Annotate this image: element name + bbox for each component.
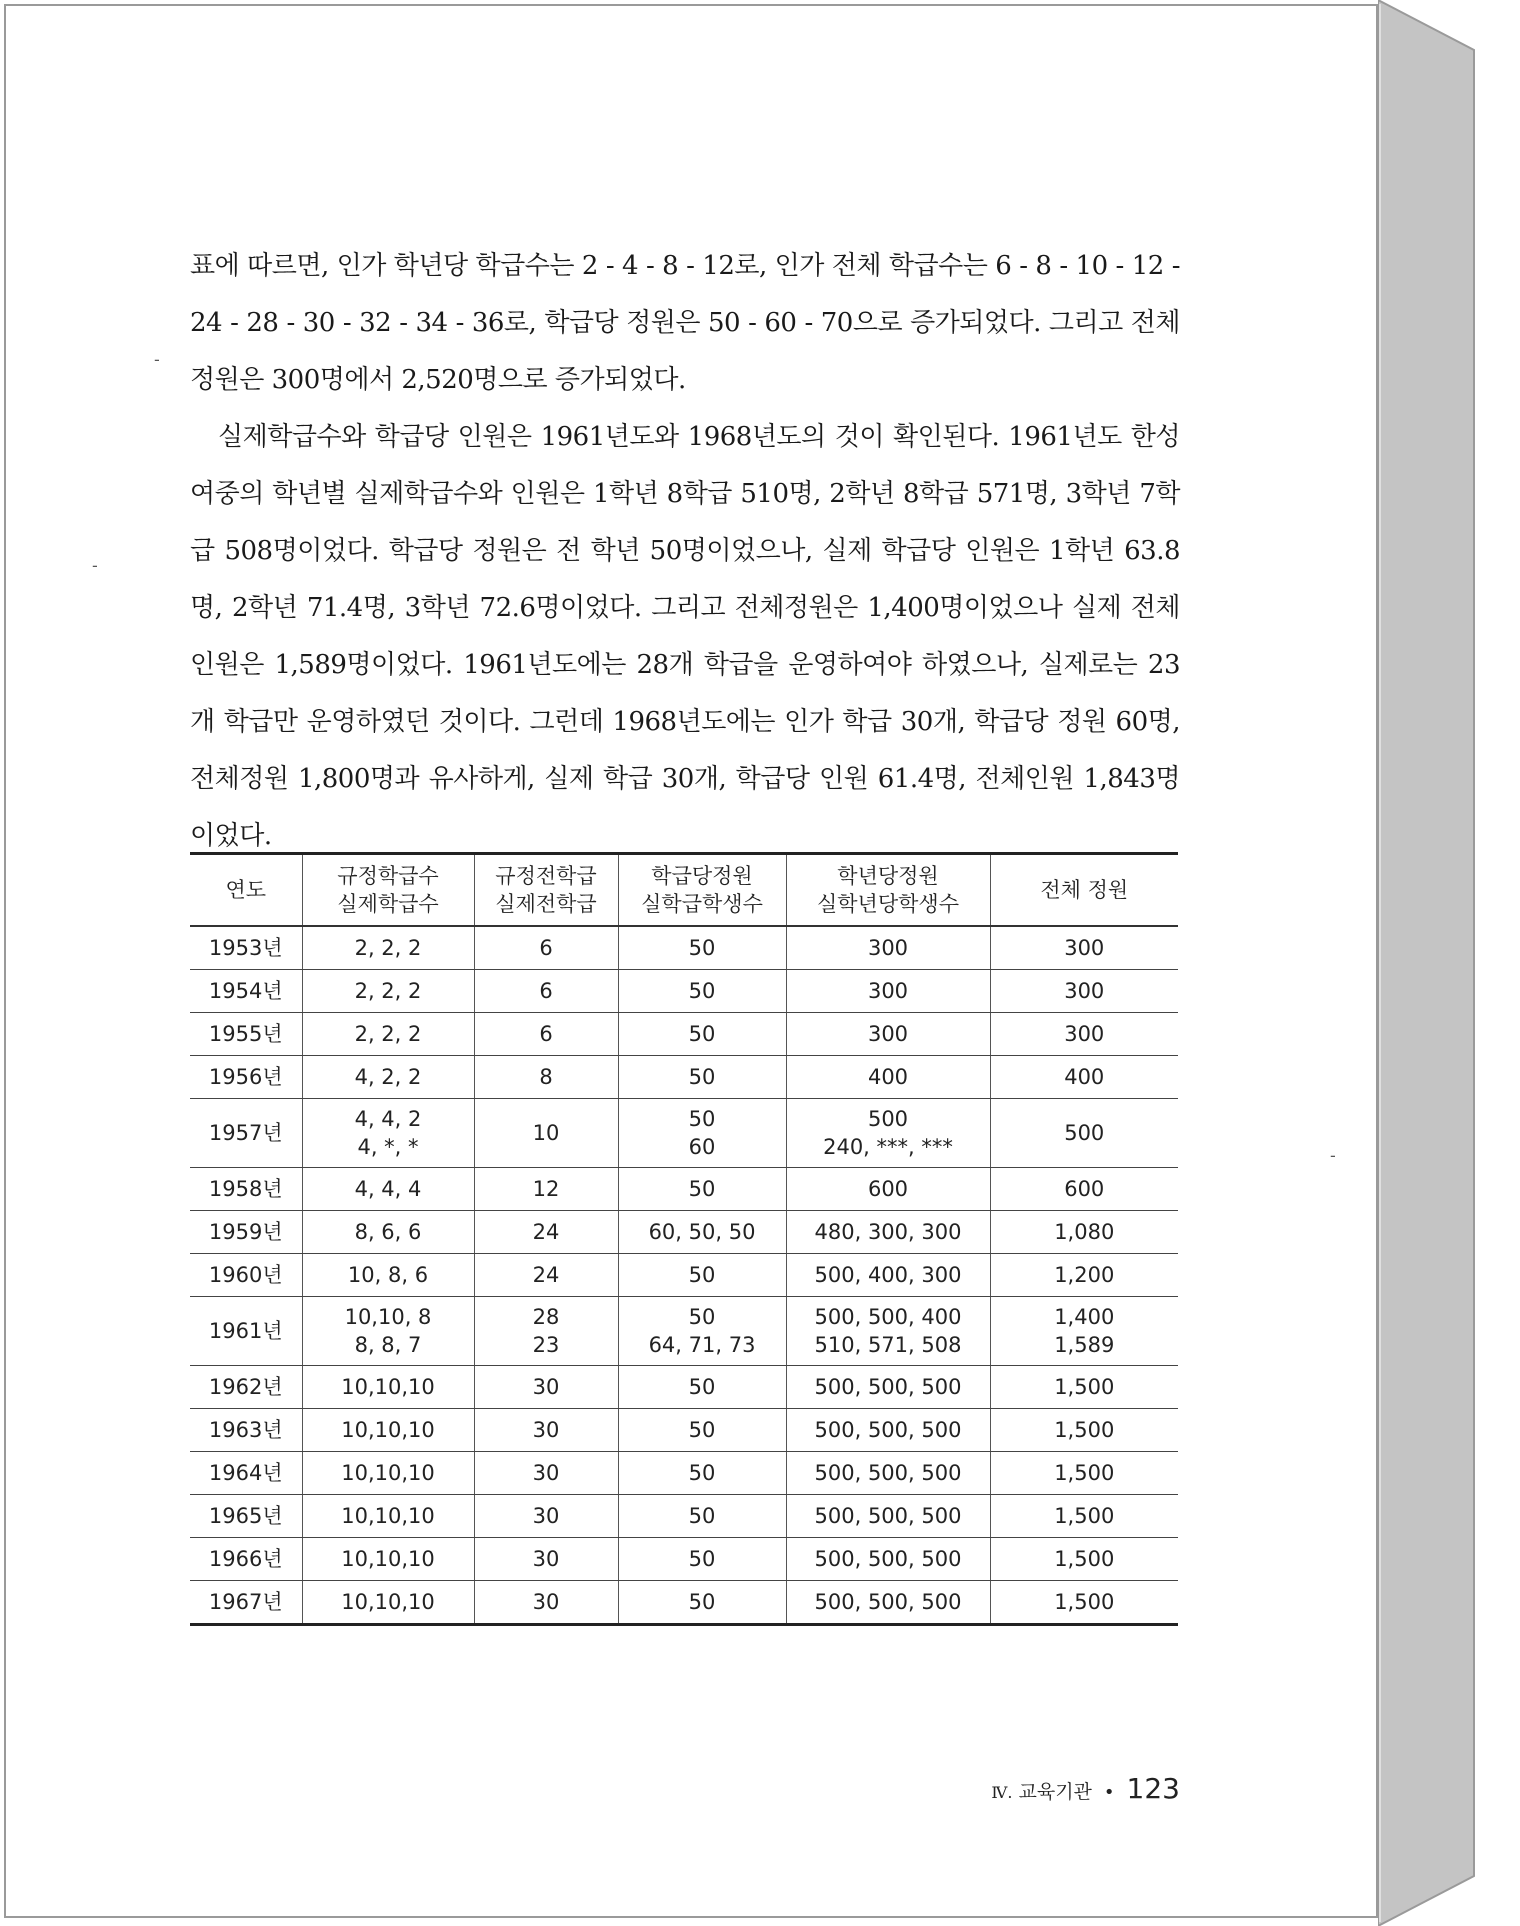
cell-line: 1,500 xyxy=(1054,1418,1115,1442)
cell-line: 500, 500, 500 xyxy=(814,1461,962,1485)
table-row xyxy=(190,1297,1178,1366)
table-cell xyxy=(786,1495,990,1538)
cell-line: 8, 6, 6 xyxy=(354,1220,422,1244)
year-cell xyxy=(190,1297,302,1366)
cell-line: 600 xyxy=(867,1177,909,1201)
cell-line: 4, 4, 2 xyxy=(354,1107,422,1131)
table-row xyxy=(190,970,1178,1013)
cell-line: 8 xyxy=(539,1065,553,1089)
cell-line: 400 xyxy=(867,1065,909,1089)
table-cell xyxy=(302,1366,474,1409)
cell-line: 12 xyxy=(532,1177,560,1201)
table-cell xyxy=(990,926,1178,970)
cell-line: 50 xyxy=(688,1022,716,1046)
cell-line: 학급당정원 xyxy=(651,864,753,888)
table-cell xyxy=(786,1538,990,1581)
cell-line: 50 xyxy=(688,1177,716,1201)
body-paragraph: 실제학급수와 학급당 인원은 1961년도와 1968년도의 것이 확인된다. 1961년도 한성여중의 학년별 실제학급수와 인원은 1학년 8학급 510명, 2학년 8학급 571명, 3학년 7학급 508명이었다. 학급당 정원은 전 학년 50명이었으나, 실제 학급당 인원은 1학년 63.8명, 2학년 71.4명, 3학년 72.6명이었다. 그리고 전체정원은 1,400명이었으나 실제 전체인원은 1,589명이었다. 1961년도에는 28개 학급을 운영하여야 하였으나, 실제로는 23개 학급만 운영하였던 것이다. 그런데 1968년도에는 인가 학급 30개, 학급당 정원 60명, 전체정원 1,800명과 유사하게, 실제 학급 30개, 학급당 인원 61.4명, 전체인원 1,843명이었다. xyxy=(190,422,1180,851)
footer-section-title: 교육기관 xyxy=(1018,1781,1092,1803)
year-cell xyxy=(190,970,302,1013)
cell-line: 10,10,10 xyxy=(341,1590,435,1614)
year-cell xyxy=(190,1056,302,1099)
table-cell xyxy=(990,1168,1178,1211)
cell-line: 1962년 xyxy=(208,1375,283,1399)
table-cell xyxy=(990,1409,1178,1452)
table-cell xyxy=(302,1013,474,1056)
cell-line: 300 xyxy=(1064,936,1105,960)
table-cell xyxy=(618,1581,786,1625)
cell-line: 500 xyxy=(867,1107,909,1131)
table-cell xyxy=(474,1099,618,1168)
cell-line: 1,500 xyxy=(1054,1547,1115,1571)
cell-line: 10,10, 8 xyxy=(344,1305,432,1329)
cell-line: 실학급학생수 xyxy=(641,892,763,916)
cell-line: 1,080 xyxy=(1054,1220,1115,1244)
table-cell xyxy=(474,1056,618,1099)
cell-line: 50 xyxy=(688,1461,716,1485)
table-cell xyxy=(618,1013,786,1056)
cell-line: 1,589 xyxy=(1054,1333,1115,1357)
table-cell xyxy=(786,1099,990,1168)
cell-line: 60 xyxy=(688,1135,716,1159)
cell-line: 64, 71, 73 xyxy=(648,1333,756,1357)
cell-line: 500, 500, 400 xyxy=(814,1305,962,1329)
cell-line: 1959년 xyxy=(208,1220,283,1244)
cell-line: 300 xyxy=(867,979,909,1003)
cell-line: 500, 400, 300 xyxy=(814,1263,962,1287)
table-cell xyxy=(302,1254,474,1297)
table-cell xyxy=(302,1495,474,1538)
margin-mark: - xyxy=(92,556,98,575)
cell-line: 1955년 xyxy=(208,1022,283,1046)
table-cell xyxy=(990,1297,1178,1366)
cell-line: 1967년 xyxy=(208,1590,283,1614)
cell-line: 실제학급수 xyxy=(337,892,439,916)
cell-line: 1966년 xyxy=(208,1547,283,1571)
cell-line: 2, 2, 2 xyxy=(354,936,422,960)
table-header-row xyxy=(190,854,1178,927)
table-cell xyxy=(474,1254,618,1297)
margin-mark: - xyxy=(1330,1146,1336,1165)
cell-line: 240, ***, *** xyxy=(823,1135,953,1159)
table-row xyxy=(190,1013,1178,1056)
cell-line: 600 xyxy=(1064,1177,1105,1201)
table-cell xyxy=(302,1452,474,1495)
table-cell xyxy=(990,1013,1178,1056)
column-header xyxy=(474,854,618,927)
table-cell xyxy=(618,926,786,970)
cell-line: 50 xyxy=(688,979,716,1003)
cell-line: 500, 500, 500 xyxy=(814,1547,962,1571)
cell-line: 10 xyxy=(532,1121,560,1145)
table-cell xyxy=(474,1538,618,1581)
table-row xyxy=(190,1254,1178,1297)
year-cell xyxy=(190,1013,302,1056)
cell-line: 50 xyxy=(688,1065,716,1089)
table-cell xyxy=(474,1211,618,1254)
table-cell xyxy=(990,1254,1178,1297)
table-row xyxy=(190,1211,1178,1254)
table-row xyxy=(190,1168,1178,1211)
cell-line: 실학년당학생수 xyxy=(816,892,959,916)
footer-section-label xyxy=(991,1777,1092,1804)
year-cell xyxy=(190,926,302,970)
cell-line: 50 xyxy=(688,936,716,960)
cell-line: 50 xyxy=(688,1263,716,1287)
table-row xyxy=(190,1495,1178,1538)
cell-line: 28 xyxy=(532,1305,560,1329)
table-cell xyxy=(302,970,474,1013)
cell-line: 50 xyxy=(688,1375,716,1399)
cell-line: 24 xyxy=(532,1220,560,1244)
table-cell xyxy=(474,1297,618,1366)
table-cell xyxy=(990,1495,1178,1538)
cell-line: 510, 571, 508 xyxy=(814,1333,962,1357)
page-footer xyxy=(991,1772,1180,1812)
table-cell xyxy=(990,1211,1178,1254)
table-cell xyxy=(618,1168,786,1211)
table-cell xyxy=(302,1099,474,1168)
cell-line: 10,10,10 xyxy=(341,1504,435,1528)
year-cell xyxy=(190,1366,302,1409)
year-cell xyxy=(190,1099,302,1168)
table-cell xyxy=(786,1254,990,1297)
cell-line: 400 xyxy=(1064,1065,1105,1089)
cell-line: 500, 500, 500 xyxy=(814,1375,962,1399)
table-cell xyxy=(474,1409,618,1452)
cell-line: 1,200 xyxy=(1054,1263,1115,1287)
cell-line: 1964년 xyxy=(208,1461,283,1485)
cell-line: 300 xyxy=(867,936,909,960)
table-row xyxy=(190,1538,1178,1581)
table-cell xyxy=(474,1452,618,1495)
table-row xyxy=(190,926,1178,970)
cell-line: 규정학급수 xyxy=(337,864,439,888)
table-cell xyxy=(618,1056,786,1099)
table-cell xyxy=(990,1099,1178,1168)
table-cell xyxy=(302,1056,474,1099)
cell-line: 1965년 xyxy=(208,1504,283,1528)
cell-line: 6 xyxy=(539,979,553,1003)
cell-line: 1,500 xyxy=(1054,1590,1115,1614)
table-cell xyxy=(302,1409,474,1452)
body-text xyxy=(190,238,1180,865)
cell-line: 10,10,10 xyxy=(341,1375,435,1399)
cell-line: 1960년 xyxy=(208,1263,283,1287)
table-cell xyxy=(618,1254,786,1297)
cell-line: 1,400 xyxy=(1054,1305,1115,1329)
table-cell xyxy=(302,1211,474,1254)
cell-line: 10,10,10 xyxy=(341,1547,435,1571)
table-cell xyxy=(618,970,786,1013)
table-cell xyxy=(786,1297,990,1366)
table-cell xyxy=(302,926,474,970)
cell-line: 1957년 xyxy=(208,1121,283,1145)
cell-line: 10,10,10 xyxy=(341,1461,435,1485)
cell-line: 50 xyxy=(688,1504,716,1528)
cell-line: 4, *, * xyxy=(357,1135,419,1159)
cell-line: 1,500 xyxy=(1054,1461,1115,1485)
column-header xyxy=(190,854,302,927)
year-cell xyxy=(190,1168,302,1211)
cell-line: 6 xyxy=(539,1022,553,1046)
cell-line: 300 xyxy=(867,1022,909,1046)
table-row xyxy=(190,1056,1178,1099)
footer-section-number: Ⅳ. xyxy=(991,1783,1013,1802)
table-row xyxy=(190,1099,1178,1168)
column-header xyxy=(302,854,474,927)
column-header xyxy=(618,854,786,927)
footer-bullet: • xyxy=(1103,1782,1115,1803)
table-cell xyxy=(786,1452,990,1495)
table-cell xyxy=(990,1056,1178,1099)
table-cell xyxy=(786,1409,990,1452)
cell-line: 10, 8, 6 xyxy=(347,1263,429,1287)
cell-line: 500 xyxy=(1064,1121,1105,1145)
cell-line: 60, 50, 50 xyxy=(648,1220,756,1244)
cell-line: 1958년 xyxy=(208,1177,283,1201)
table-cell xyxy=(302,1538,474,1581)
cell-line: 8, 8, 7 xyxy=(354,1333,422,1357)
cell-line: 30 xyxy=(532,1547,560,1571)
table-cell xyxy=(302,1581,474,1625)
cell-line: 30 xyxy=(532,1461,560,1485)
cell-line: 23 xyxy=(532,1333,560,1357)
table-cell xyxy=(990,1452,1178,1495)
cell-line: 6 xyxy=(539,936,553,960)
cell-line: 1956년 xyxy=(208,1065,283,1089)
cell-line: 2, 2, 2 xyxy=(354,1022,422,1046)
cell-line: 24 xyxy=(532,1263,560,1287)
table-cell xyxy=(618,1297,786,1366)
cell-line: 50 xyxy=(688,1305,716,1329)
table-row xyxy=(190,1581,1178,1625)
cell-line: 480, 300, 300 xyxy=(814,1220,962,1244)
table-cell xyxy=(474,1366,618,1409)
table-cell xyxy=(990,1538,1178,1581)
cell-line: 1954년 xyxy=(208,979,283,1003)
cell-line: 1,500 xyxy=(1054,1504,1115,1528)
cell-line: 500, 500, 500 xyxy=(814,1590,962,1614)
cell-line: 500, 500, 500 xyxy=(814,1504,962,1528)
table-cell xyxy=(302,1168,474,1211)
cell-line: 연도 xyxy=(225,878,267,902)
table-row xyxy=(190,1409,1178,1452)
table-cell xyxy=(786,1366,990,1409)
cell-line: 30 xyxy=(532,1590,560,1614)
table-cell xyxy=(474,926,618,970)
year-cell xyxy=(190,1538,302,1581)
table-cell xyxy=(786,1168,990,1211)
table-cell xyxy=(990,1366,1178,1409)
table-cell xyxy=(618,1409,786,1452)
book-page-edge xyxy=(1378,0,1518,1926)
table-cell xyxy=(474,1013,618,1056)
cell-line: 2, 2, 2 xyxy=(354,979,422,1003)
table-cell xyxy=(786,1013,990,1056)
cell-line: 1953년 xyxy=(208,936,283,960)
table-cell xyxy=(618,1538,786,1581)
cell-line: 규정전학급 xyxy=(495,864,597,888)
table-cell xyxy=(990,1581,1178,1625)
year-cell xyxy=(190,1581,302,1625)
cell-line: 4, 2, 2 xyxy=(354,1065,422,1089)
year-cell xyxy=(190,1254,302,1297)
table-cell xyxy=(990,970,1178,1013)
cell-line: 300 xyxy=(1064,1022,1105,1046)
page-edge-face xyxy=(1378,0,1474,1926)
table-cell xyxy=(786,1211,990,1254)
table-cell xyxy=(474,1581,618,1625)
cell-line: 4, 4, 4 xyxy=(354,1177,422,1201)
table-cell xyxy=(618,1366,786,1409)
year-cell xyxy=(190,1211,302,1254)
cell-line: 30 xyxy=(532,1504,560,1528)
table-cell xyxy=(786,970,990,1013)
cell-line: 50 xyxy=(688,1107,716,1131)
page-number: 123 xyxy=(1126,1772,1180,1805)
table-cell xyxy=(302,1297,474,1366)
table-cell xyxy=(618,1452,786,1495)
cell-line: 30 xyxy=(532,1375,560,1399)
table-cell xyxy=(618,1099,786,1168)
cell-line: 1,500 xyxy=(1054,1375,1115,1399)
year-cell xyxy=(190,1452,302,1495)
cell-line: 50 xyxy=(688,1547,716,1571)
column-header xyxy=(786,854,990,927)
body-paragraph: 표에 따르면, 인가 학년당 학급수는 2 - 4 - 8 - 12로, 인가 전체 학급수는 6 - 8 - 10 - 12 - 24 - 28 - 30 - 32 - 34 - 36로, 학급당 정원은 50 - 60 - 70으로 증가되었다. 그리고 전체 정원은 300명에서 2,520명으로 증가되었다. xyxy=(190,251,1180,395)
cell-line: 1963년 xyxy=(208,1418,283,1442)
cell-line: 전체 정원 xyxy=(1040,878,1129,902)
table-cell xyxy=(474,1168,618,1211)
table-cell xyxy=(474,1495,618,1538)
table-row xyxy=(190,1366,1178,1409)
cell-line: 10,10,10 xyxy=(341,1418,435,1442)
table-cell xyxy=(618,1211,786,1254)
cell-line: 50 xyxy=(688,1590,716,1614)
cell-line: 300 xyxy=(1064,979,1105,1003)
cell-line: 50 xyxy=(688,1418,716,1442)
table-cell xyxy=(786,926,990,970)
table-cell xyxy=(474,970,618,1013)
cell-line: 학년당정원 xyxy=(837,864,939,888)
class-enrollment-table xyxy=(190,852,1178,1626)
table-cell xyxy=(618,1495,786,1538)
table-row xyxy=(190,1452,1178,1495)
year-cell xyxy=(190,1495,302,1538)
margin-mark: - xyxy=(154,350,160,369)
cell-line: 500, 500, 500 xyxy=(814,1418,962,1442)
cell-line: 실제전학급 xyxy=(495,892,597,916)
cell-line: 1961년 xyxy=(208,1319,283,1343)
cell-line: 30 xyxy=(532,1418,560,1442)
table-cell xyxy=(786,1581,990,1625)
table-cell xyxy=(786,1056,990,1099)
column-header xyxy=(990,854,1178,927)
year-cell xyxy=(190,1409,302,1452)
